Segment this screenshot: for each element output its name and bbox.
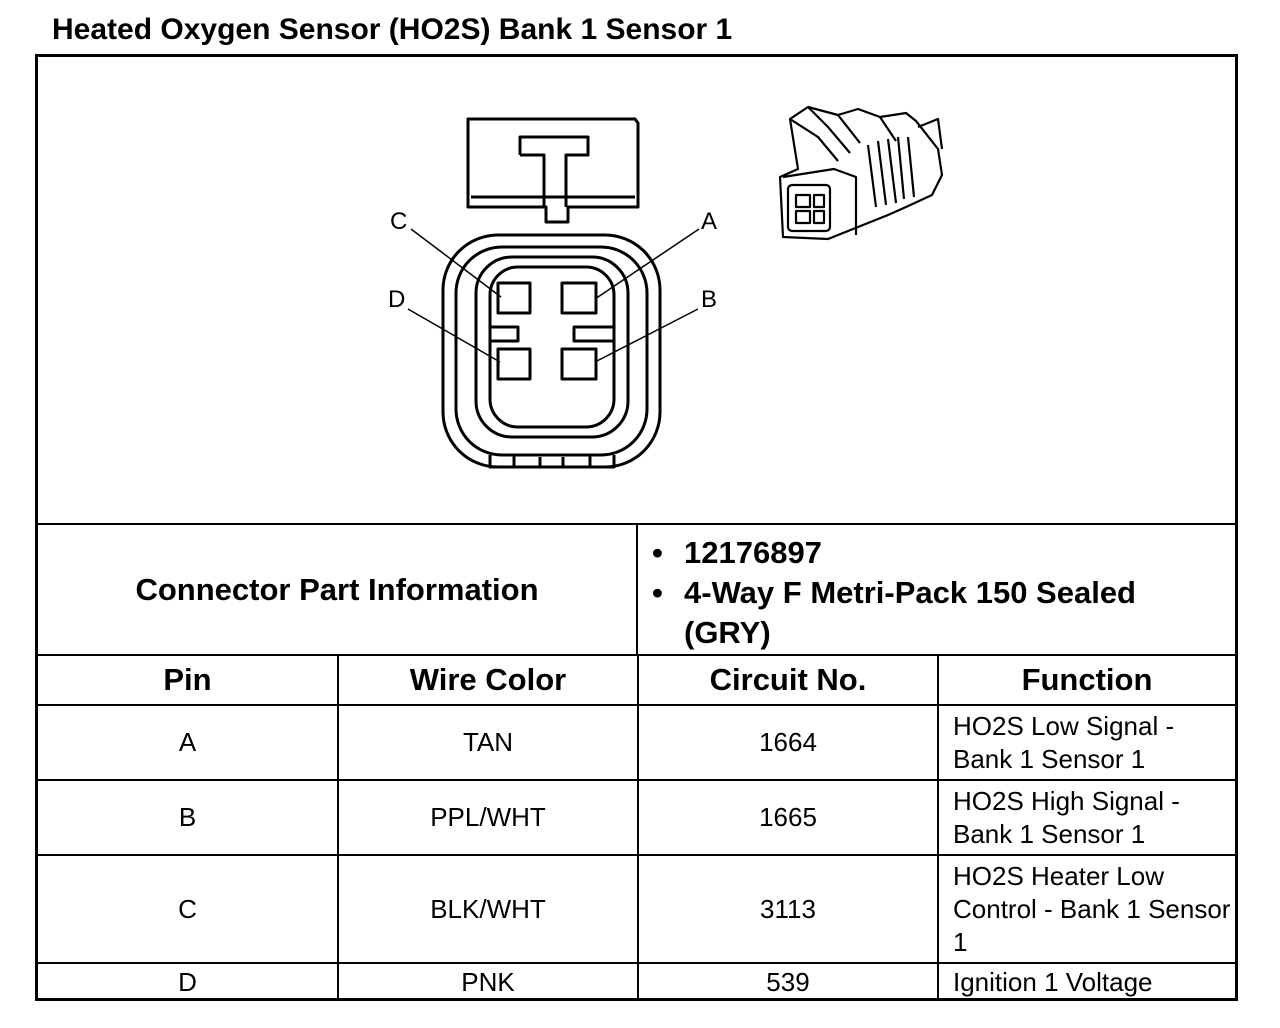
bullet-icon: • (652, 575, 663, 610)
table-row (38, 780, 1235, 855)
cell-function: HO2S Low Signal - Bank 1 Sensor 1 (938, 705, 1235, 780)
cavity-b (562, 349, 596, 379)
cell-pin: D (38, 963, 338, 1001)
connector-sheet (35, 54, 1238, 1001)
cell-circuit: 1665 (638, 780, 938, 855)
cell-circuit: 1664 (638, 705, 938, 780)
cell-wire-color: BLK/WHT (338, 855, 638, 963)
cell-wire-color: PNK (338, 963, 638, 1001)
cell-circuit: 539 (638, 963, 938, 1001)
connector-latch (468, 119, 638, 222)
pin-label-c: C (390, 208, 408, 235)
table-row (38, 963, 1235, 1001)
part-number: 12176897 (684, 535, 822, 570)
connector-3d-view (780, 107, 942, 239)
table-header-row (38, 655, 1235, 705)
pin-label-a: A (701, 208, 718, 235)
cell-circuit: 3113 (638, 855, 938, 963)
cell-function: HO2S High Signal - Bank 1 Sensor 1 (938, 780, 1235, 855)
connector-part-info-list (638, 525, 1235, 654)
header-function: Function (938, 655, 1235, 705)
cell-pin: A (38, 705, 338, 780)
connector-face-drawing (38, 57, 1235, 523)
header-wire-color: Wire Color (338, 655, 638, 705)
pin-label-d: D (388, 286, 406, 313)
header-circuit-no: Circuit No. (638, 655, 938, 705)
cell-pin: C (38, 855, 338, 963)
table-row (38, 705, 1235, 780)
connector-diagram (38, 57, 1235, 523)
connector-part-info (38, 523, 1235, 654)
connector-description-item (652, 573, 1235, 653)
cell-pin: B (38, 780, 338, 855)
cavity-d (498, 283, 530, 313)
connector-description: 4-Way F Metri-Pack 150 Sealed (GRY) (684, 575, 1136, 650)
page-title: Heated Oxygen Sensor (HO2S) Bank 1 Sensor 1 (52, 13, 733, 46)
connector-part-info-label: Connector Part Information (38, 525, 638, 654)
pinout-table (38, 654, 1235, 1001)
pin-label-b: B (701, 286, 718, 313)
table-row (38, 855, 1235, 963)
cavity-c (498, 349, 530, 379)
cell-wire-color: TAN (338, 705, 638, 780)
cavity-a (562, 283, 596, 313)
header-pin: Pin (38, 655, 338, 705)
cell-wire-color: PPL/WHT (338, 780, 638, 855)
bullet-icon: • (652, 535, 663, 570)
part-number-item (652, 533, 1235, 573)
cell-function: HO2S Heater Low Control - Bank 1 Sensor 1 (938, 855, 1235, 963)
cell-function: Ignition 1 Voltage (938, 963, 1235, 1001)
